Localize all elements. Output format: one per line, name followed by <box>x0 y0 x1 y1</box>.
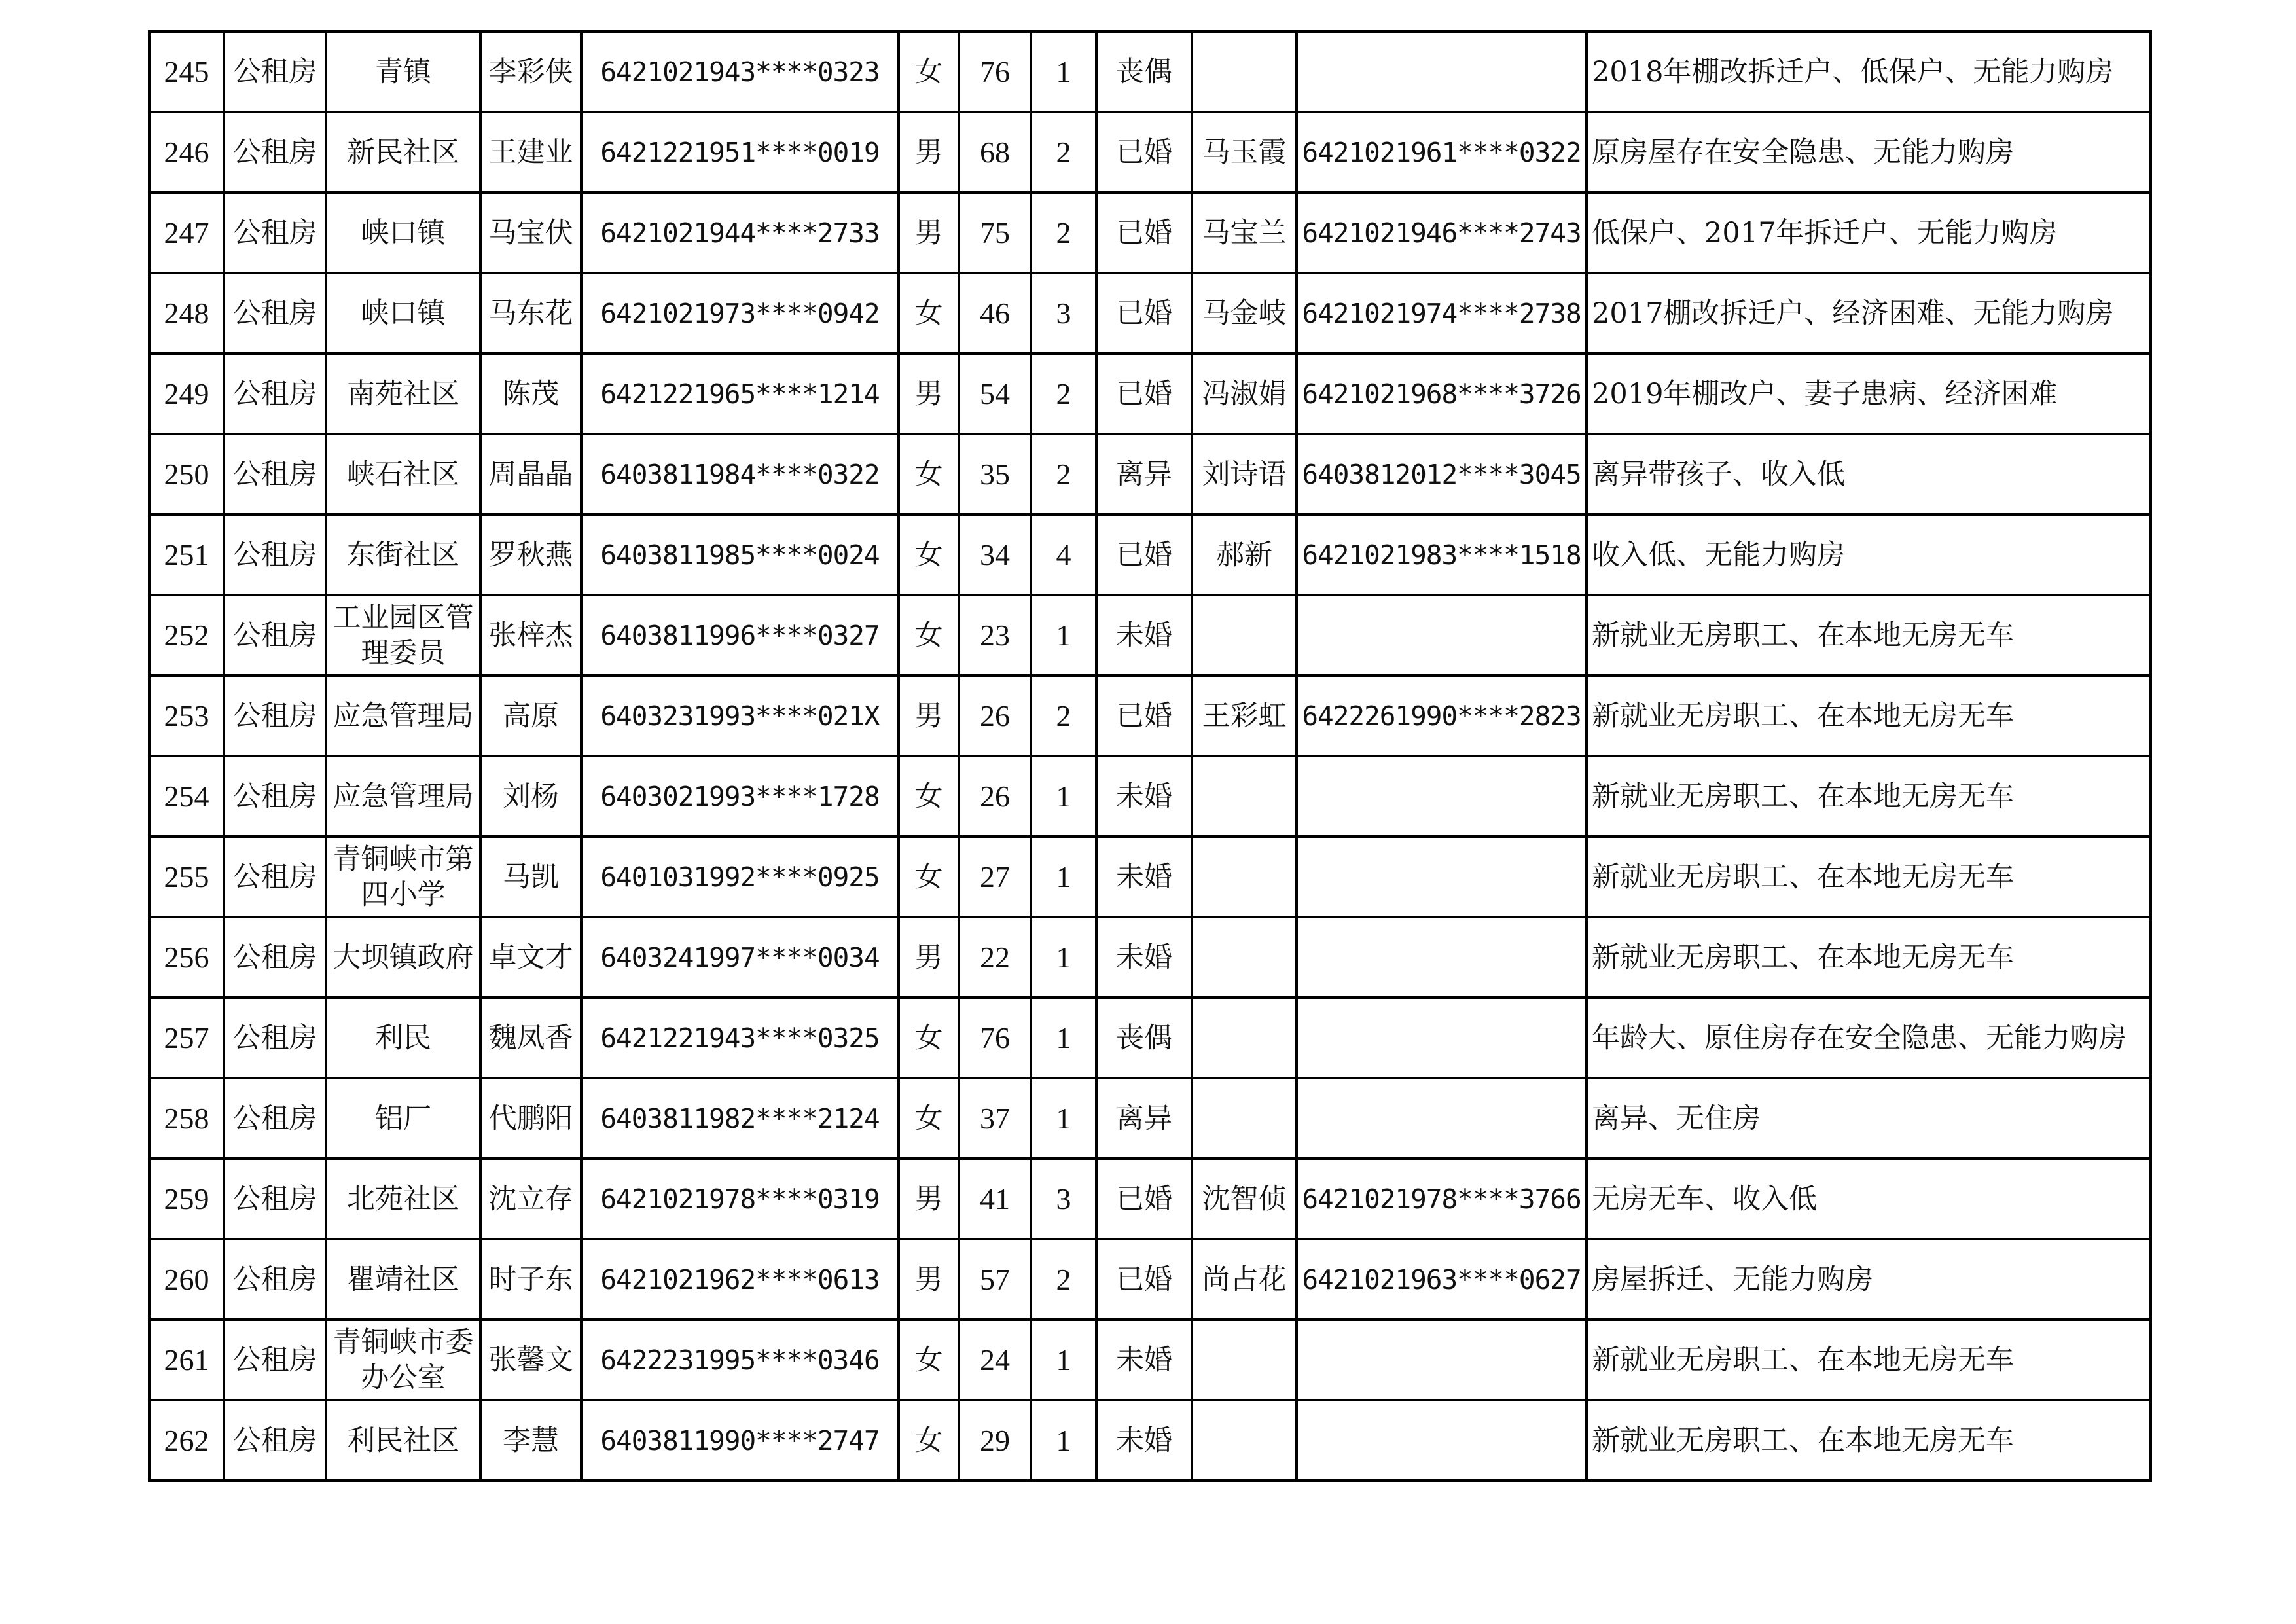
cell-family-members: 2 <box>1031 434 1096 514</box>
cell-marital-status: 已婚 <box>1096 112 1192 192</box>
cell-applicant-name: 周晶晶 <box>480 434 581 514</box>
cell-number: 245 <box>149 31 224 112</box>
cell-marital-status: 已婚 <box>1096 273 1192 353</box>
cell-number: 246 <box>149 112 224 192</box>
cell-reason: 新就业无房职工、在本地无房无车 <box>1587 595 2151 676</box>
cell-age: 22 <box>959 917 1031 998</box>
cell-unit: 铝厂 <box>326 1078 480 1159</box>
cell-marital-status: 未婚 <box>1096 1320 1192 1400</box>
cell-marital-status: 丧偶 <box>1096 998 1192 1078</box>
cell-age: 26 <box>959 756 1031 837</box>
cell-applicant-name: 魏凤香 <box>480 998 581 1078</box>
cell-housing-type: 公租房 <box>224 756 326 837</box>
cell-housing-type: 公租房 <box>224 112 326 192</box>
cell-sex: 男 <box>899 917 959 998</box>
cell-spouse-name: 马宝兰 <box>1192 192 1297 273</box>
cell-family-members: 1 <box>1031 31 1096 112</box>
cell-applicant-name: 罗秋燕 <box>480 514 581 595</box>
cell-applicant-name: 马东花 <box>480 273 581 353</box>
cell-housing-type: 公租房 <box>224 676 326 756</box>
cell-sex: 女 <box>899 1400 959 1481</box>
cell-spouse-id: 6421021974****2738 <box>1297 273 1587 353</box>
cell-unit: 应急管理局 <box>326 676 480 756</box>
cell-applicant-name: 时子东 <box>480 1239 581 1320</box>
cell-reason: 离异、无住房 <box>1587 1078 2151 1159</box>
cell-spouse-name: 尚占花 <box>1192 1239 1297 1320</box>
cell-sex: 女 <box>899 514 959 595</box>
applicant-table <box>148 30 2152 1482</box>
cell-housing-type: 公租房 <box>224 353 326 434</box>
cell-sex: 男 <box>899 1159 959 1239</box>
cell-reason: 年龄大、原住房存在安全隐患、无能力购房 <box>1587 998 2151 1078</box>
cell-number: 259 <box>149 1159 224 1239</box>
cell-sex: 男 <box>899 676 959 756</box>
cell-spouse-id <box>1297 1320 1587 1400</box>
cell-unit: 南苑社区 <box>326 353 480 434</box>
cell-spouse-name <box>1192 917 1297 998</box>
cell-id-number: 6421221943****0325 <box>581 998 899 1078</box>
cell-applicant-name: 刘杨 <box>480 756 581 837</box>
cell-unit: 东街社区 <box>326 514 480 595</box>
cell-number: 262 <box>149 1400 224 1481</box>
cell-family-members: 1 <box>1031 1078 1096 1159</box>
table-row <box>149 31 2151 112</box>
cell-sex: 女 <box>899 998 959 1078</box>
cell-applicant-name: 卓文才 <box>480 917 581 998</box>
cell-age: 27 <box>959 837 1031 917</box>
cell-spouse-id <box>1297 998 1587 1078</box>
cell-family-members: 2 <box>1031 676 1096 756</box>
cell-age: 57 <box>959 1239 1031 1320</box>
cell-spouse-name <box>1192 595 1297 676</box>
cell-family-members: 1 <box>1031 998 1096 1078</box>
cell-marital-status: 已婚 <box>1096 1239 1192 1320</box>
cell-unit: 北苑社区 <box>326 1159 480 1239</box>
cell-unit: 峡石社区 <box>326 434 480 514</box>
cell-unit: 利民 <box>326 998 480 1078</box>
table-row <box>149 434 2151 514</box>
cell-housing-type: 公租房 <box>224 837 326 917</box>
cell-id-number: 6421021962****0613 <box>581 1239 899 1320</box>
cell-number: 253 <box>149 676 224 756</box>
table-row <box>149 112 2151 192</box>
cell-spouse-name <box>1192 756 1297 837</box>
cell-marital-status: 离异 <box>1096 434 1192 514</box>
cell-spouse-name: 马玉霞 <box>1192 112 1297 192</box>
cell-family-members: 2 <box>1031 1239 1096 1320</box>
cell-family-members: 2 <box>1031 112 1096 192</box>
cell-applicant-name: 马凯 <box>480 837 581 917</box>
cell-marital-status: 已婚 <box>1096 192 1192 273</box>
cell-reason: 新就业无房职工、在本地无房无车 <box>1587 1320 2151 1400</box>
cell-applicant-name: 张梓杰 <box>480 595 581 676</box>
cell-reason: 离异带孩子、收入低 <box>1587 434 2151 514</box>
cell-spouse-name: 刘诗语 <box>1192 434 1297 514</box>
cell-unit: 瞿靖社区 <box>326 1239 480 1320</box>
cell-sex: 女 <box>899 1320 959 1400</box>
cell-sex: 男 <box>899 1239 959 1320</box>
cell-id-number: 6403241997****0034 <box>581 917 899 998</box>
cell-marital-status: 未婚 <box>1096 756 1192 837</box>
cell-sex: 男 <box>899 112 959 192</box>
cell-sex: 女 <box>899 837 959 917</box>
cell-spouse-id: 6421021968****3726 <box>1297 353 1587 434</box>
cell-age: 41 <box>959 1159 1031 1239</box>
cell-spouse-id: 6422261990****2823 <box>1297 676 1587 756</box>
cell-sex: 女 <box>899 1078 959 1159</box>
cell-family-members: 1 <box>1031 1320 1096 1400</box>
cell-unit: 大坝镇政府 <box>326 917 480 998</box>
cell-reason: 新就业无房职工、在本地无房无车 <box>1587 837 2151 917</box>
cell-reason: 新就业无房职工、在本地无房无车 <box>1587 676 2151 756</box>
cell-age: 29 <box>959 1400 1031 1481</box>
table-row <box>149 192 2151 273</box>
cell-spouse-name <box>1192 998 1297 1078</box>
cell-sex: 女 <box>899 273 959 353</box>
cell-number: 251 <box>149 514 224 595</box>
cell-spouse-id <box>1297 917 1587 998</box>
cell-id-number: 6421021943****0323 <box>581 31 899 112</box>
cell-number: 261 <box>149 1320 224 1400</box>
cell-spouse-id: 6421021946****2743 <box>1297 192 1587 273</box>
cell-age: 68 <box>959 112 1031 192</box>
cell-id-number: 6421021978****0319 <box>581 1159 899 1239</box>
cell-housing-type: 公租房 <box>224 595 326 676</box>
table-row <box>149 756 2151 837</box>
cell-sex: 女 <box>899 31 959 112</box>
cell-number: 256 <box>149 917 224 998</box>
cell-unit: 青镇 <box>326 31 480 112</box>
cell-reason: 无房无车、收入低 <box>1587 1159 2151 1239</box>
cell-id-number: 6421021944****2733 <box>581 192 899 273</box>
cell-applicant-name: 马宝伏 <box>480 192 581 273</box>
cell-spouse-id <box>1297 1400 1587 1481</box>
cell-family-members: 2 <box>1031 192 1096 273</box>
cell-applicant-name: 代鹏阳 <box>480 1078 581 1159</box>
cell-spouse-name: 冯淑娟 <box>1192 353 1297 434</box>
cell-applicant-name: 李慧 <box>480 1400 581 1481</box>
cell-id-number: 6403811990****2747 <box>581 1400 899 1481</box>
cell-unit: 峡口镇 <box>326 192 480 273</box>
cell-number: 255 <box>149 837 224 917</box>
cell-sex: 男 <box>899 353 959 434</box>
cell-unit: 青铜峡市委办公室 <box>326 1320 480 1400</box>
cell-reason: 新就业无房职工、在本地无房无车 <box>1587 917 2151 998</box>
cell-id-number: 6403811996****0327 <box>581 595 899 676</box>
cell-unit: 青铜峡市第四小学 <box>326 837 480 917</box>
cell-unit: 应急管理局 <box>326 756 480 837</box>
cell-sex: 女 <box>899 434 959 514</box>
cell-marital-status: 已婚 <box>1096 514 1192 595</box>
cell-spouse-id <box>1297 595 1587 676</box>
cell-housing-type: 公租房 <box>224 192 326 273</box>
cell-applicant-name: 张馨文 <box>480 1320 581 1400</box>
cell-marital-status: 未婚 <box>1096 837 1192 917</box>
cell-reason: 房屋拆迁、无能力购房 <box>1587 1239 2151 1320</box>
cell-spouse-name: 郝新 <box>1192 514 1297 595</box>
table-row <box>149 595 2151 676</box>
table-row <box>149 917 2151 998</box>
table-row <box>149 1400 2151 1481</box>
cell-marital-status: 丧偶 <box>1096 31 1192 112</box>
cell-spouse-name <box>1192 1320 1297 1400</box>
cell-marital-status: 已婚 <box>1096 676 1192 756</box>
cell-number: 254 <box>149 756 224 837</box>
cell-id-number: 6421221951****0019 <box>581 112 899 192</box>
cell-spouse-id: 6403812012****3045 <box>1297 434 1587 514</box>
cell-id-number: 6421021973****0942 <box>581 273 899 353</box>
cell-age: 35 <box>959 434 1031 514</box>
cell-reason: 低保户、2017年拆迁户、无能力购房 <box>1587 192 2151 273</box>
cell-reason: 2019年棚改户、妻子患病、经济困难 <box>1587 353 2151 434</box>
cell-family-members: 1 <box>1031 837 1096 917</box>
cell-family-members: 3 <box>1031 1159 1096 1239</box>
cell-number: 258 <box>149 1078 224 1159</box>
cell-housing-type: 公租房 <box>224 514 326 595</box>
cell-reason: 新就业无房职工、在本地无房无车 <box>1587 756 2151 837</box>
table-row <box>149 676 2151 756</box>
cell-unit: 新民社区 <box>326 112 480 192</box>
table-row <box>149 514 2151 595</box>
cell-number: 260 <box>149 1239 224 1320</box>
cell-age: 24 <box>959 1320 1031 1400</box>
cell-spouse-name <box>1192 31 1297 112</box>
cell-age: 37 <box>959 1078 1031 1159</box>
table-row <box>149 353 2151 434</box>
cell-reason: 2017棚改拆迁户、经济困难、无能力购房 <box>1587 273 2151 353</box>
cell-id-number: 6403231993****021X <box>581 676 899 756</box>
cell-housing-type: 公租房 <box>224 1239 326 1320</box>
cell-family-members: 1 <box>1031 917 1096 998</box>
cell-spouse-name <box>1192 1078 1297 1159</box>
cell-age: 46 <box>959 273 1031 353</box>
cell-spouse-id: 6421021978****3766 <box>1297 1159 1587 1239</box>
table-row <box>149 1239 2151 1320</box>
cell-spouse-name: 沈智侦 <box>1192 1159 1297 1239</box>
cell-housing-type: 公租房 <box>224 1159 326 1239</box>
cell-age: 76 <box>959 31 1031 112</box>
cell-unit: 工业园区管理委员 <box>326 595 480 676</box>
cell-applicant-name: 高原 <box>480 676 581 756</box>
cell-number: 248 <box>149 273 224 353</box>
cell-spouse-name <box>1192 1400 1297 1481</box>
cell-age: 34 <box>959 514 1031 595</box>
cell-id-number: 6421221965****1214 <box>581 353 899 434</box>
cell-id-number: 6403021993****1728 <box>581 756 899 837</box>
cell-applicant-name: 陈茂 <box>480 353 581 434</box>
cell-spouse-id <box>1297 1078 1587 1159</box>
cell-family-members: 2 <box>1031 353 1096 434</box>
cell-age: 54 <box>959 353 1031 434</box>
cell-sex: 女 <box>899 595 959 676</box>
table-row <box>149 998 2151 1078</box>
cell-id-number: 6403811985****0024 <box>581 514 899 595</box>
cell-reason: 新就业无房职工、在本地无房无车 <box>1587 1400 2151 1481</box>
cell-marital-status: 已婚 <box>1096 353 1192 434</box>
cell-unit: 峡口镇 <box>326 273 480 353</box>
cell-number: 252 <box>149 595 224 676</box>
cell-id-number: 6422231995****0346 <box>581 1320 899 1400</box>
cell-id-number: 6401031992****0925 <box>581 837 899 917</box>
cell-id-number: 6403811982****2124 <box>581 1078 899 1159</box>
cell-family-members: 1 <box>1031 756 1096 837</box>
table-body <box>149 31 2151 1481</box>
cell-number: 250 <box>149 434 224 514</box>
cell-applicant-name: 王建业 <box>480 112 581 192</box>
cell-spouse-id <box>1297 31 1587 112</box>
cell-housing-type: 公租房 <box>224 1078 326 1159</box>
cell-applicant-name: 沈立存 <box>480 1159 581 1239</box>
cell-marital-status: 已婚 <box>1096 1159 1192 1239</box>
cell-spouse-id <box>1297 756 1587 837</box>
table-row <box>149 1159 2151 1239</box>
cell-housing-type: 公租房 <box>224 273 326 353</box>
cell-marital-status: 未婚 <box>1096 1400 1192 1481</box>
cell-age: 23 <box>959 595 1031 676</box>
cell-sex: 男 <box>899 192 959 273</box>
cell-age: 75 <box>959 192 1031 273</box>
table-row <box>149 273 2151 353</box>
cell-housing-type: 公租房 <box>224 917 326 998</box>
cell-family-members: 4 <box>1031 514 1096 595</box>
cell-reason: 原房屋存在安全隐患、无能力购房 <box>1587 112 2151 192</box>
cell-housing-type: 公租房 <box>224 1320 326 1400</box>
cell-spouse-id: 6421021983****1518 <box>1297 514 1587 595</box>
cell-unit: 利民社区 <box>326 1400 480 1481</box>
cell-marital-status: 离异 <box>1096 1078 1192 1159</box>
cell-number: 257 <box>149 998 224 1078</box>
cell-spouse-id: 6421021963****0627 <box>1297 1239 1587 1320</box>
cell-marital-status: 未婚 <box>1096 595 1192 676</box>
cell-age: 76 <box>959 998 1031 1078</box>
cell-family-members: 1 <box>1031 1400 1096 1481</box>
cell-reason: 收入低、无能力购房 <box>1587 514 2151 595</box>
cell-spouse-name <box>1192 837 1297 917</box>
cell-spouse-name: 马金岐 <box>1192 273 1297 353</box>
cell-age: 26 <box>959 676 1031 756</box>
cell-housing-type: 公租房 <box>224 434 326 514</box>
cell-id-number: 6403811984****0322 <box>581 434 899 514</box>
cell-spouse-name: 王彩虹 <box>1192 676 1297 756</box>
cell-sex: 女 <box>899 756 959 837</box>
cell-family-members: 3 <box>1031 273 1096 353</box>
cell-housing-type: 公租房 <box>224 998 326 1078</box>
cell-marital-status: 未婚 <box>1096 917 1192 998</box>
cell-spouse-id <box>1297 837 1587 917</box>
cell-number: 247 <box>149 192 224 273</box>
cell-family-members: 1 <box>1031 595 1096 676</box>
table-row <box>149 1320 2151 1400</box>
cell-reason: 2018年棚改拆迁户、低保户、无能力购房 <box>1587 31 2151 112</box>
table-row <box>149 837 2151 917</box>
table-row <box>149 1078 2151 1159</box>
cell-spouse-id: 6421021961****0322 <box>1297 112 1587 192</box>
cell-applicant-name: 李彩侠 <box>480 31 581 112</box>
cell-housing-type: 公租房 <box>224 31 326 112</box>
cell-housing-type: 公租房 <box>224 1400 326 1481</box>
cell-number: 249 <box>149 353 224 434</box>
